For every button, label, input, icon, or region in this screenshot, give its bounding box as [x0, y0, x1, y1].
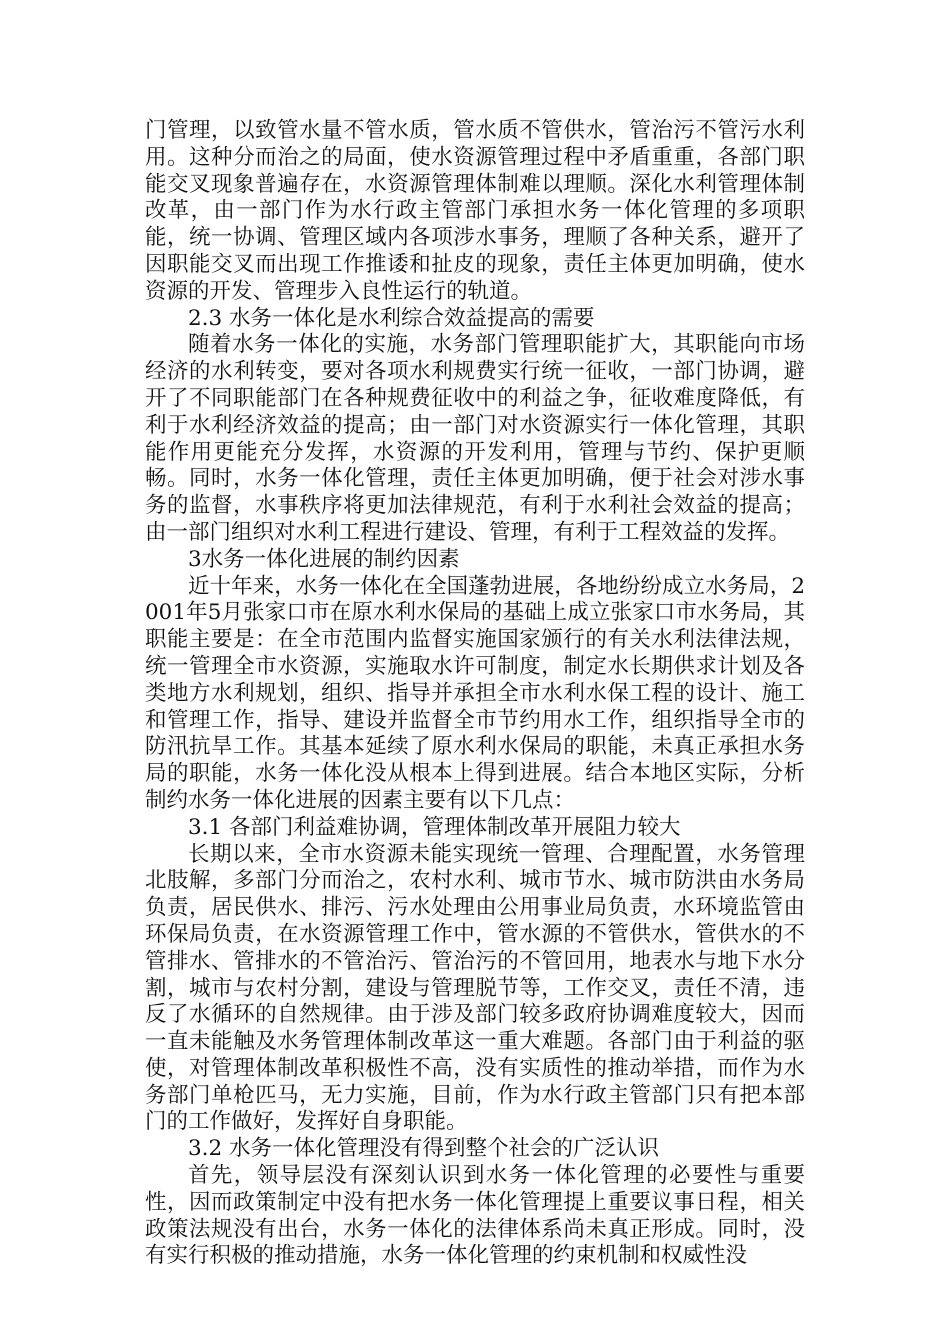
paragraph-3-2: 首先，领导层没有深刻认识到水务一体化管理的必要性与重要性，因而政策制定中没有把水务一体化管理提上重要议事日程，相关政策法规没有出台，水务一体化的法律体系尚未真正形成。同时，没有实行积极的推动措施，水务一体化管理的约束机制和权威性没 [145, 1163, 805, 1269]
section-heading-3-1: 3.1 各部门利益难协调，管理体制改革开展阻力较大 [188, 814, 681, 840]
section-heading-2-3: 2.3 水务一体化是水利综合效益提高的需要 [188, 305, 595, 331]
paragraph-continued: 门管理，以致管水量不管水质，管水质不管供水，管治污不管污水利用。这种分而治之的局面，使水资源管理过程中矛盾重重，各部门职能交叉现象普遍存在，水资源管理体制难以理顺。深化水利管理体制改革，由一部门作为水行政主管部门承担水务一体化管理的多项职能，统一协调、管理区域内各项涉水事务，理顺了各种关系，避开了因职能交叉而出现工作推诿和扯皮的现象，责任主体更加明确，使水资源的开发、管理步入良性运行的轨道。 [145, 118, 805, 304]
paragraph-2-3: 随着水务一体化的实施，水务部门管理职能扩大，其职能向市场经济的水利转变，要对各项水利规费实行统一征收，一部门协调，避开了不同职能部门在各种规费征收中的利益之争，征收难度降低，有利于水利经济效益的提高；由一部门对水资源实行一体化管理，其职能作用更能充分发挥，水资源的开发利用，管理与节约、保护更顺畅。同时，水务一体化管理，责任主体更加明确，便于社会对涉水事务的监督，水事秩序将更加法律规范，有利于水利社会效益的提高；由一部门组织对水利工程进行建设、管理，有利于工程效益的发挥。 [145, 332, 805, 545]
section-heading-3: 3水务一体化进展的制约因素 [188, 546, 460, 572]
document-page [145, 118, 805, 1270]
paragraph-3: 近十年来，水务一体化在全国蓬勃进展，各地纷纷成立水务局，2001年5月张家口市在原水利水保局的基础上成立张家口市水务局，其职能主要是：在全市范围内监督实施国家颁行的有关水利法律法规，统一管理全市水资源，实施取水许可制度，制定水长期供求计划及各类地方水利规划，组织、指导并承担全市水利水保工程的设计、施工和管理工作，指导、建设并监督全市节约用水工作，组织指导全市的防汛抗旱工作。其基本延续了原水利水保局的职能，未真正承担水务局的职能，水务一体化没从根本上得到进展。结合本地区实际，分析制约水务一体化进展的因素主要有以下几点： [145, 573, 805, 813]
paragraph-3-1: 长期以来，全市水资源未能实现统一管理、合理配置，水务管理北肢解，多部门分而治之，农村水利、城市节水、城市防洪由水务局负责，居民供水、排污、污水处理由公用事业局负责，水环境监管由环保局负责，在水资源管理工作中，管水源的不管供水，管供水的不管排水、管排水的不管治污、管治污的不管回用，地表水与地下水分割，城市与农村分割，建设与管理脱节等，工作交叉，责任不清，违反了水循环的自然规律。由于涉及部门较多政府协调难度较大，因而一直未能触及水务管理体制改革这一重大难题。各部门由于利益的驱使，对管理体制改革积极性不高，没有实质性的推动举措，而作为水务部门单枪匹马，无力实施，目前，作为水行政主管部门只有把本部门的工作做好，发挥好自身职能。 [145, 841, 805, 1135]
section-heading-3-2: 3.2 水务一体化管理没有得到整个社会的广泛认识 [188, 1136, 660, 1162]
